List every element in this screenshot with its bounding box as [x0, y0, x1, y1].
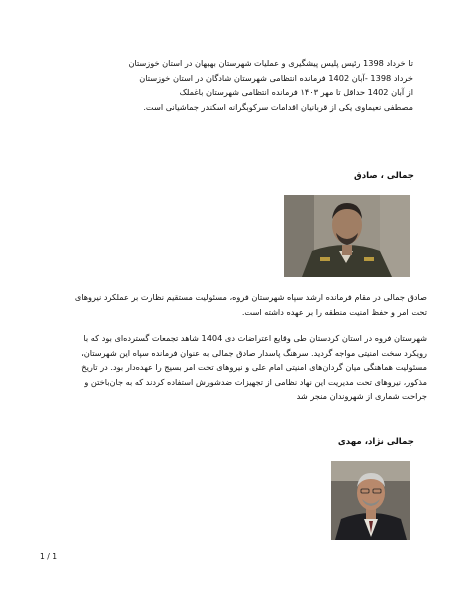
portrait-photo-graphic — [284, 195, 410, 277]
person1-paragraph-1 — [28, 290, 427, 319]
intro-line: تا خرداد 1398 رئیس پلیس پیشگیری و عملیات شهرستان بهبهان در استان خوزستان — [128, 58, 413, 68]
portrait-photo-icon — [284, 195, 410, 277]
person1-paragraph-2 — [28, 331, 427, 404]
intro-line: از آبان 1402 حداقل تا مهر ۱۴۰۳ فرمانده انتظامی شهرستان باغملک — [179, 87, 413, 97]
person-name-heading: جمالی نژاد، مهدی — [337, 437, 414, 447]
paragraph-line: رویکرد سخت امنیتی مواجه گردید. سرهنگ پاسدار صادق جمالی به عنوان فرمانده سپاه این شهرستان، — [81, 347, 427, 358]
intro-text-block — [28, 56, 413, 114]
intro-line: مصطفی نعیماوی یکی از قربانیان اقدامات سرکوبگرانه اسکندر جماشیانی است. — [143, 101, 413, 112]
paragraph-line: مذکور، نیروهای تحت مدیریت این نهاد نظامی از تجهیزات ضدشورش استفاده کردند که به جان‌باختن و — [84, 376, 427, 387]
intro-line: خرداد 1398 -آبان 1402 فرمانده انتظامی شهرستان شادگان در استان خوزستان — [139, 72, 413, 83]
paragraph-line: تحت امر و حفظ امنیت منطقه را بر عهده داشته است. — [241, 306, 427, 317]
portrait-photo-graphic — [331, 461, 410, 540]
paragraph-line: شهرستان فروه در استان کردستان طی وقایع اعتراضات دی 1404 شاهد تجمعات گسترده‌ای بود که با — [83, 333, 427, 343]
person-name-heading: جمالی ، صادق — [354, 171, 414, 181]
page-number: 1 / 1 — [40, 552, 58, 561]
portrait-photo-icon — [331, 461, 410, 540]
paragraph-line: مسئولیت هماهنگی میان گردان‌های امنیتی امام علی و نیروهای تحت امر بسیج را عهده‌دار بود. در تاریخ — [81, 362, 427, 372]
paragraph-line: صادق جمالی در مقام فرمانده ارشد سپاه شهرستان فروه، مسئولیت مستقیم نظارت بر عملکرد نیروهای — [74, 292, 427, 302]
paragraph-line: جراحت شماری از شهروندان منجر شد — [296, 391, 427, 401]
